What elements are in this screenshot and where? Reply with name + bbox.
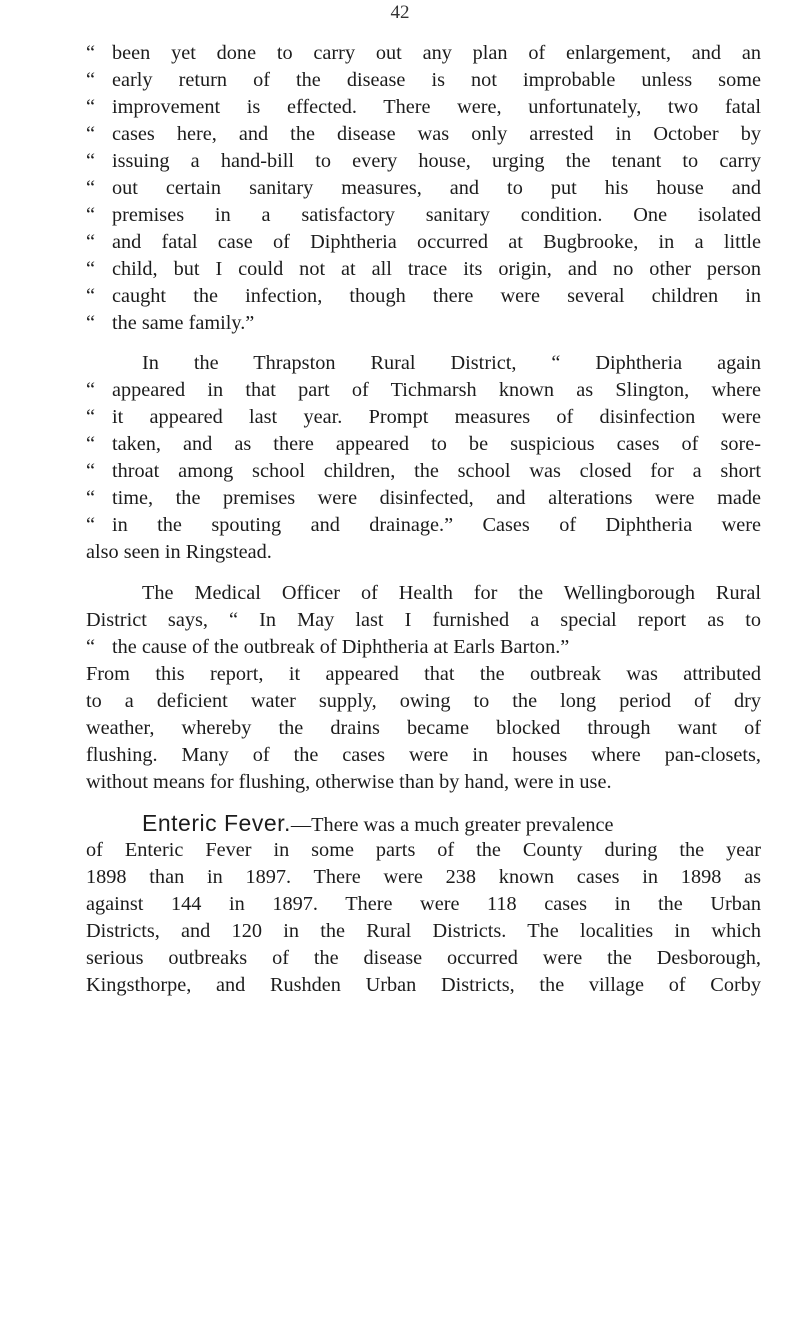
text-line: “ improvement is effected. There were, unfortunately, two fatal	[86, 96, 761, 118]
section-heading: Enteric Fever.	[142, 810, 291, 836]
text-line: Kingsthorpe, and Rushden Urban Districts, the village of Corby	[86, 974, 761, 996]
text-line: of Enteric Fever in some parts of the County during the year	[86, 839, 761, 861]
text-line: “ caught the infection, though there were several children in	[86, 285, 761, 307]
text-line: weather, whereby the drains became blocked through want of	[86, 717, 761, 739]
text-line: District says, “ In May last I furnished a special report as to	[86, 609, 761, 631]
text-line: “ and fatal case of Diphtheria occurred at Bugbrooke, in a little	[86, 231, 761, 253]
text-line: Enteric Fever.—There was a much greater prevalence	[142, 810, 614, 836]
text-line: “ it appeared last year. Prompt measures of disinfection were	[86, 406, 761, 428]
text-line: without means for flushing, otherwise than by hand, were in use.	[86, 771, 612, 793]
text-line: The Medical Officer of Health for the Wellingborough Rural	[142, 582, 761, 604]
text-line: Districts, and 120 in the Rural Districts. The localities in which	[86, 920, 761, 942]
text-line: “ in the spouting and drainage.” Cases of Diphtheria were	[86, 514, 761, 536]
text-line: In the Thrapston Rural District, “ Diphtheria again	[142, 352, 761, 374]
text-line: “ time, the premises were disinfected, and alterations were made	[86, 487, 761, 509]
text-line: “ been yet done to carry out any plan of enlargement, and an	[86, 42, 761, 64]
text-line: also seen in Ringstead.	[86, 541, 272, 563]
text-line: “ child, but I could not at all trace its origin, and no other person	[86, 258, 761, 280]
text-line: “ the same family.”	[86, 312, 255, 334]
text-line: “ issuing a hand-bill to every house, urging the tenant to carry	[86, 150, 761, 172]
text-line: “ taken, and as there appeared to be suspicious cases of sore-	[86, 433, 761, 455]
text-line: serious outbreaks of the disease occurred were the Desborough,	[86, 947, 761, 969]
text-line: “ throat among school children, the school was closed for a short	[86, 460, 761, 482]
text-line: “ the cause of the outbreak of Diphtheria at Earls Barton.”	[86, 636, 570, 658]
text-line: “ cases here, and the disease was only arrested in October by	[86, 123, 761, 145]
text-line: 1898 than in 1897. There were 238 known cases in 1898 as	[86, 866, 761, 888]
text-line: “ premises in a satisfactory sanitary condition. One isolated	[86, 204, 761, 226]
text-line: “ early return of the disease is not improbable unless some	[86, 69, 761, 91]
text-line: From this report, it appeared that the outbreak was attributed	[86, 663, 761, 685]
text-line: against 144 in 1897. There were 118 cases in the Urban	[86, 893, 761, 915]
text-line: flushing. Many of the cases were in houses where pan-closets,	[86, 744, 761, 766]
text-line: “ appeared in that part of Tichmarsh known as Slington, where	[86, 379, 761, 401]
text-line: to a deficient water supply, owing to the long period of dry	[86, 690, 761, 712]
text-line: “ out certain sanitary measures, and to put his house and	[86, 177, 761, 199]
page-number: 42	[390, 2, 410, 23]
